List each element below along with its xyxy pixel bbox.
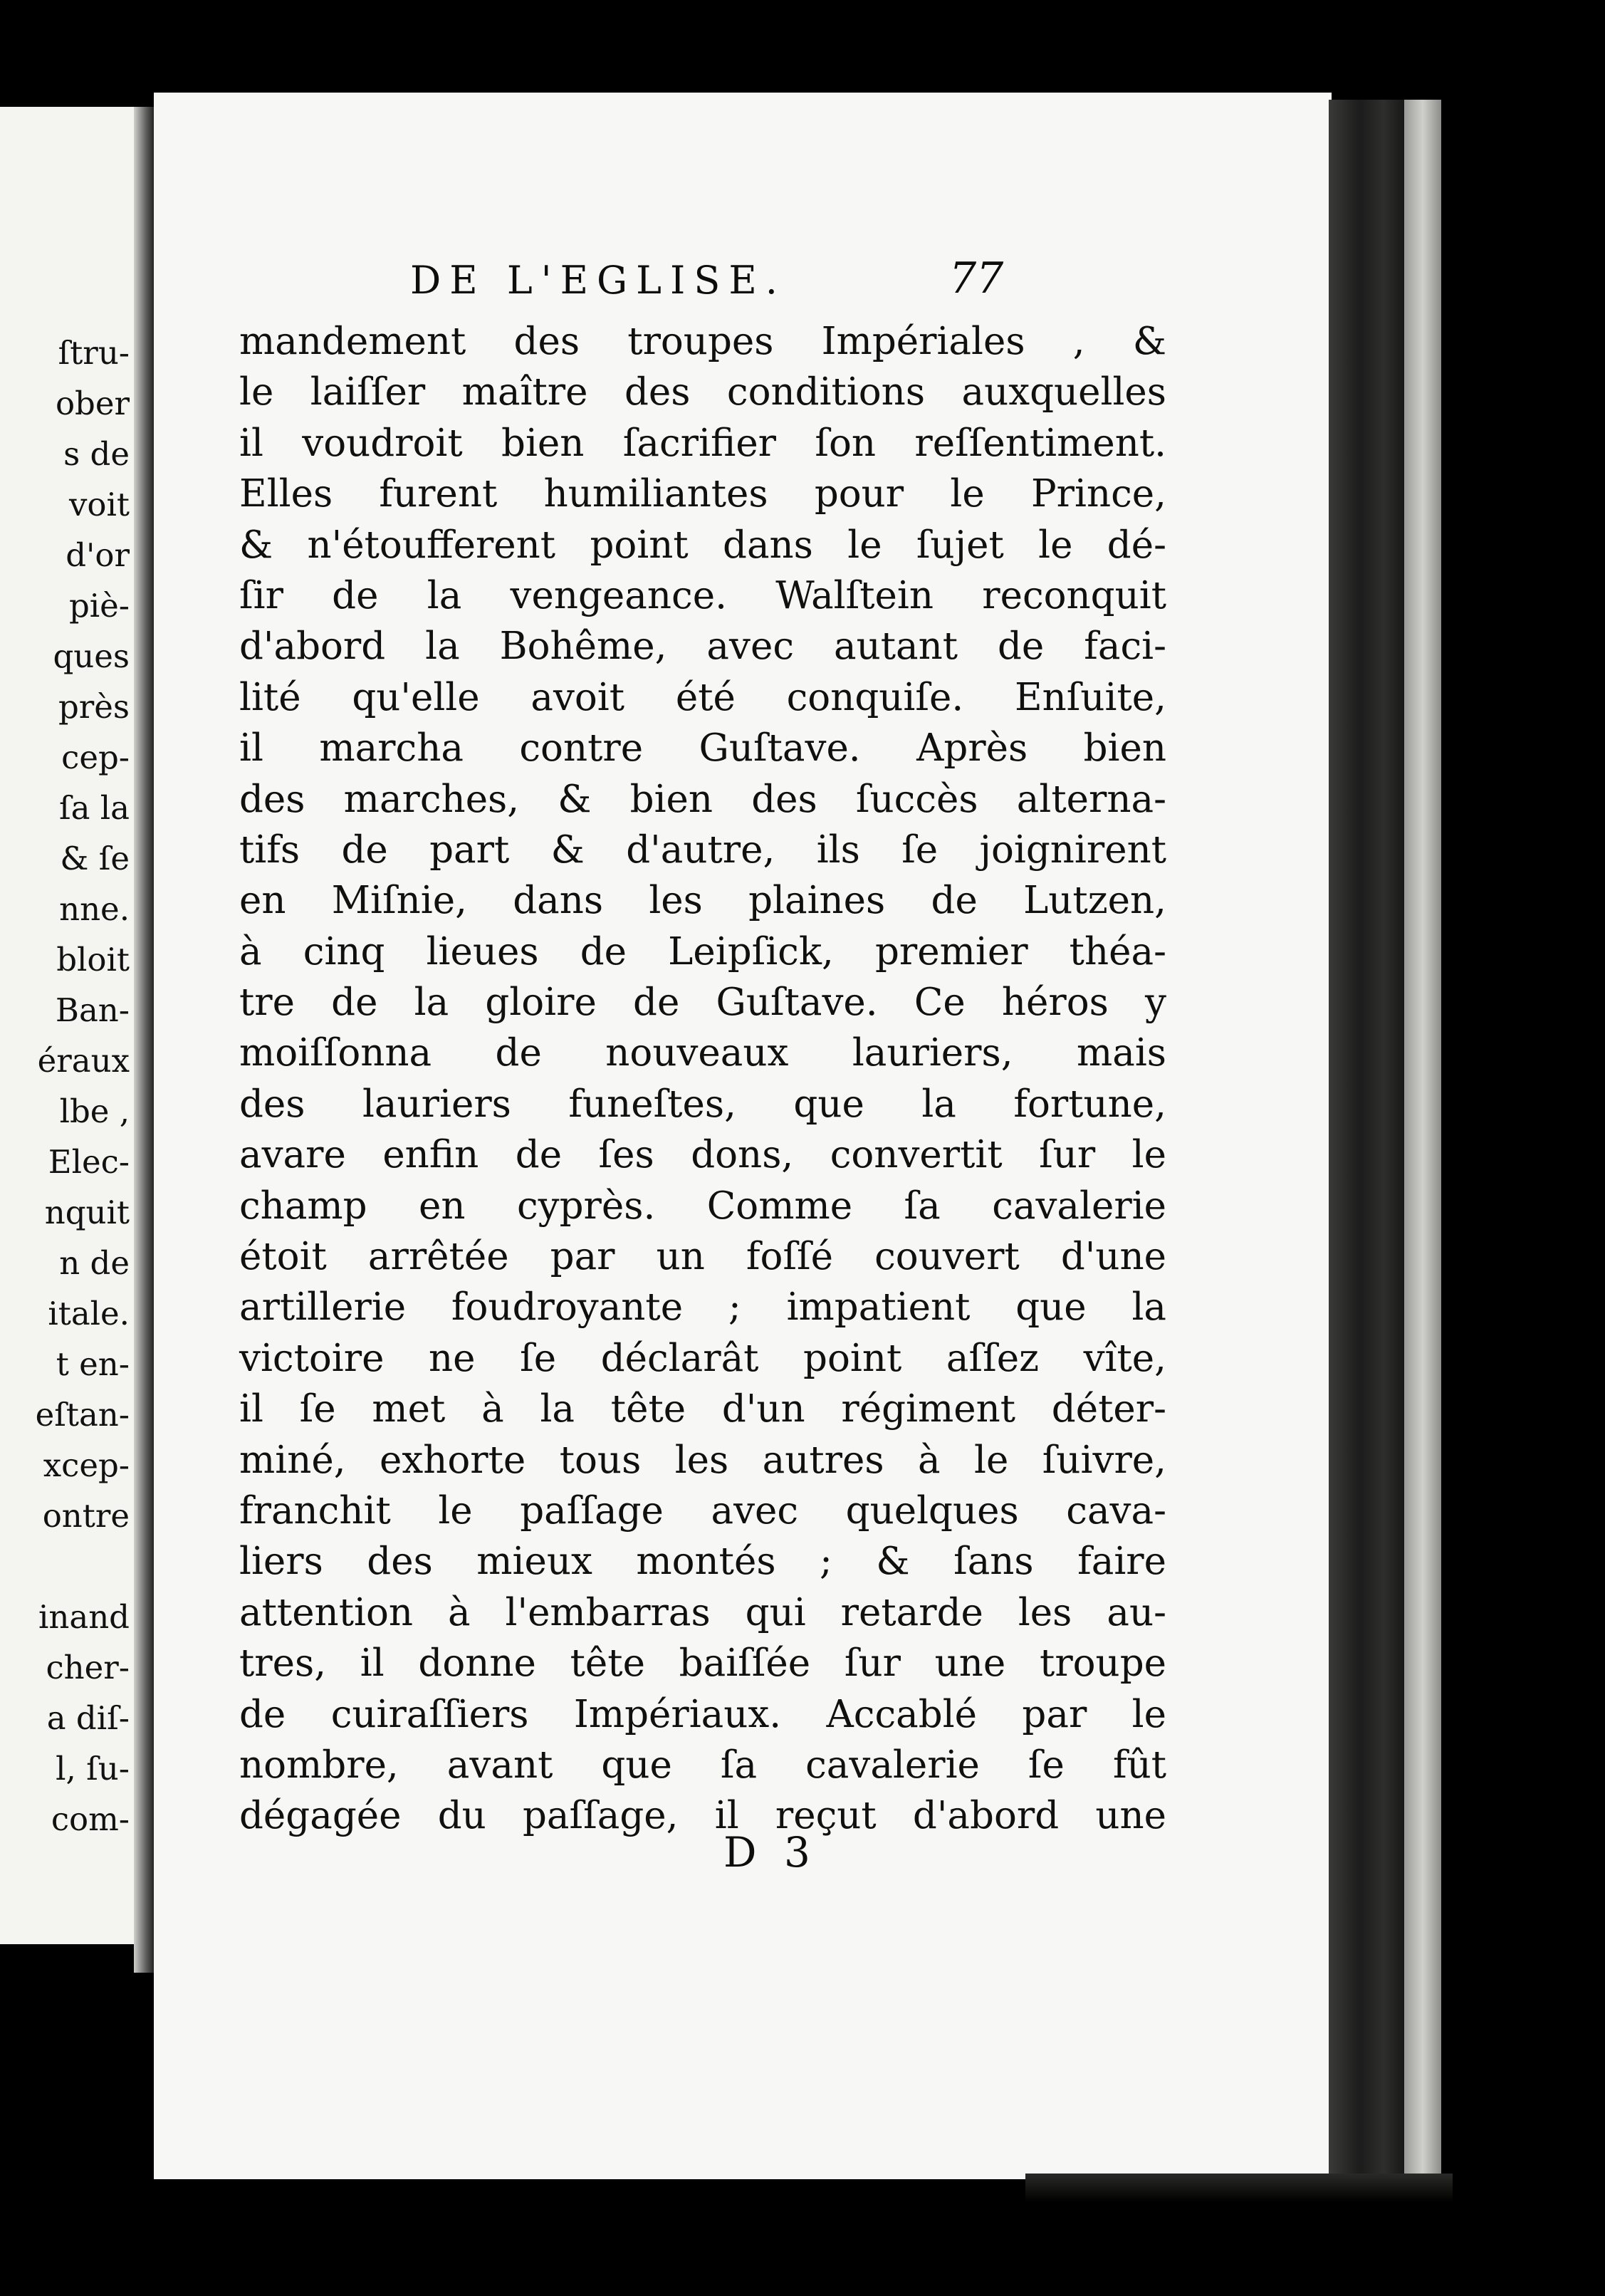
body-text <box>239 316 1166 1842</box>
left-line-fragment: cher- <box>46 1649 130 1686</box>
text-line: de cuiraſſiers Impériaux. Accablé par le <box>239 1692 1166 1736</box>
page-bottom-shadow <box>1025 2174 1453 2202</box>
left-line-fragment: s de <box>63 435 130 473</box>
text-line: champ en cyprès. Comme ſa cavalerie <box>239 1184 1166 1228</box>
left-line-fragment: com- <box>51 1800 130 1838</box>
running-title: DE L'EGLISE. <box>410 258 786 303</box>
left-line-fragment: nquit <box>44 1194 130 1231</box>
left-line-fragment: bloit <box>56 941 130 979</box>
left-line-fragment: ques <box>53 637 130 675</box>
text-line: nombre, avant que ſa cavalerie ſe fût <box>239 1743 1166 1787</box>
left-line-fragment: xcep- <box>43 1446 130 1484</box>
text-line: en Miſnie, dans les plaines de Lutzen, <box>239 879 1166 923</box>
text-line: victoire ne ſe déclarât point aſſez vîte, <box>239 1336 1166 1380</box>
text-line: franchit le paſſage avec quelques cava- <box>239 1488 1166 1533</box>
left-line-fragment: inand <box>38 1598 130 1636</box>
text-line: moiſſonna de nouveaux lauriers, mais <box>239 1031 1166 1075</box>
text-line: étoit arrêtée par un foſſé couvert d'une <box>239 1235 1166 1279</box>
text-line: à cinq lieues de Leipſick, premier théa- <box>239 929 1166 974</box>
text-line: Elles furent humiliantes pour le Prince, <box>239 472 1166 516</box>
text-line: il marcha contre Guſtave. Après bien <box>239 726 1166 771</box>
left-line-fragment: t en- <box>56 1345 130 1383</box>
text-line: il voudroit bien ſacrifier ſon reſſentiment. <box>239 421 1166 465</box>
left-line-fragment: lbe , <box>59 1092 130 1130</box>
text-line: lité qu'elle avoit été conquiſe. Enſuite, <box>239 675 1166 719</box>
main-page <box>154 93 1332 2179</box>
book-fore-edge <box>1329 100 1407 2179</box>
text-line: il ſe met à la tête d'un régiment déter- <box>239 1387 1166 1431</box>
text-line: des lauriers funeſtes, que la fortune, <box>239 1082 1166 1126</box>
left-line-fragment: éraux <box>37 1042 130 1080</box>
text-line: liers des mieux montés ; & ſans faire <box>239 1540 1166 1584</box>
text-line: tifs de part & d'autre, ils ſe joignirent <box>239 828 1166 872</box>
left-line-fragment: ſtru- <box>58 334 130 372</box>
text-line: d'abord la Bohême, avec autant de faci- <box>239 625 1166 669</box>
left-line-fragment: itale. <box>48 1295 130 1332</box>
text-line: ſir de la vengeance. Walſtein reconquit <box>239 573 1166 617</box>
left-line-fragment: cep- <box>61 739 130 776</box>
text-line: dégagée du paſſage, il reçut d'abord une <box>239 1794 1166 1838</box>
left-line-fragment: l, ſu- <box>56 1750 130 1788</box>
text-line: le laiſſer maître des conditions auxquelles <box>239 370 1166 414</box>
text-line: avare enfin de ſes dons, convertit ſur le <box>239 1133 1166 1177</box>
book-cover-edge <box>1404 100 1441 2179</box>
left-line-fragment: près <box>58 688 130 726</box>
left-page-text-fragments <box>0 328 130 1844</box>
left-line-fragment: nne. <box>59 890 130 928</box>
text-line: artillerie foudroyante ; impatient que la <box>239 1285 1166 1330</box>
left-line-fragment: ſa la <box>58 789 130 827</box>
left-line-fragment: ontre <box>42 1497 130 1535</box>
left-line-fragment: a diſ- <box>46 1699 130 1737</box>
left-facing-page <box>0 107 135 1944</box>
text-line: des marches, & bien des ſuccès alterna- <box>239 777 1166 821</box>
left-line-fragment: piè- <box>68 587 130 625</box>
left-line-fragment: Elec- <box>48 1143 130 1181</box>
text-line: tre de la gloire de Guſtave. Ce héros y <box>239 981 1166 1025</box>
text-line: & n'étoufferent point dans le ſujet le dé- <box>239 523 1166 567</box>
text-line: mandement des troupes Impériales , & <box>239 320 1166 363</box>
left-line-fragment: voit <box>69 486 130 523</box>
running-head <box>154 254 1332 315</box>
left-line-fragment: eſtan- <box>35 1396 130 1434</box>
signature-mark: D 3 <box>723 1828 817 1877</box>
left-line-fragment: n de <box>59 1244 130 1282</box>
left-line-fragment: Ban- <box>55 991 130 1029</box>
left-line-gap <box>0 1541 130 1592</box>
left-line-fragment: ober <box>55 385 130 422</box>
page-number: 77 <box>949 254 1004 303</box>
left-line-fragment: d'or <box>66 536 130 574</box>
text-line: miné, exhorte tous les autres à le ſuivre, <box>239 1438 1166 1482</box>
page-gutter <box>134 107 155 1973</box>
left-line-fragment: & ſe <box>60 840 130 877</box>
text-line: tres, il donne tête baiſſée ſur une troupe <box>239 1642 1166 1686</box>
text-line: attention à l'embarras qui retarde les au- <box>239 1590 1166 1634</box>
